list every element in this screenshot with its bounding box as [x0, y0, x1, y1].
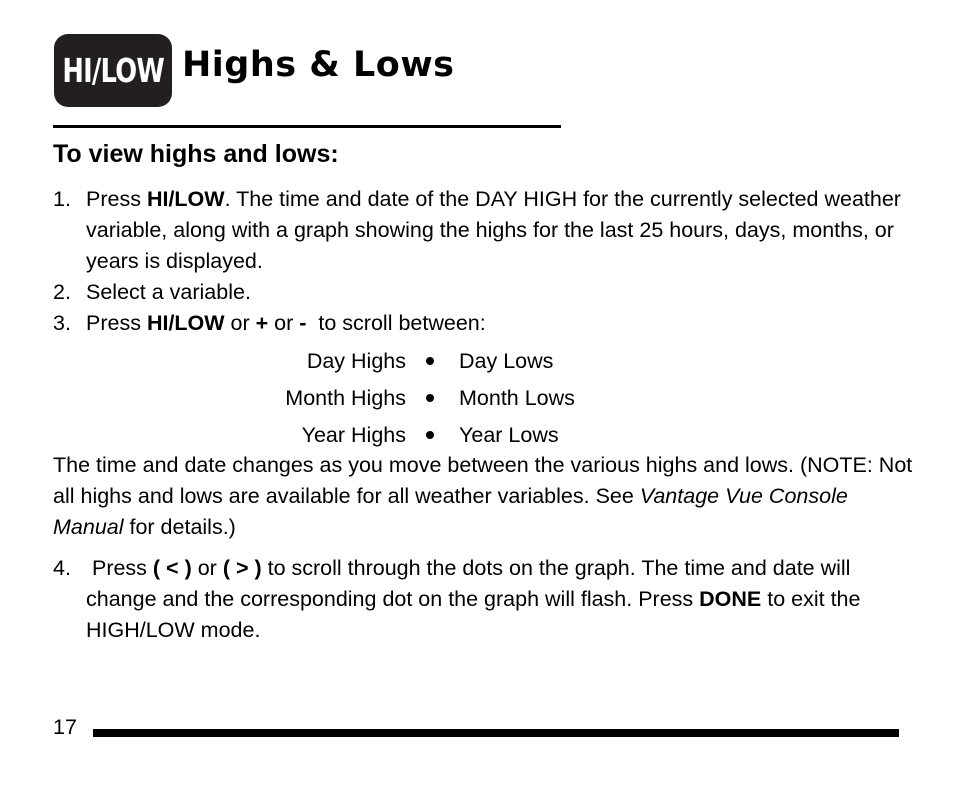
step-text: to scroll between:	[306, 311, 486, 335]
minus-key: -	[299, 311, 307, 335]
bullet-icon	[426, 431, 434, 439]
footer-rule	[93, 729, 899, 737]
note-text: for details.)	[123, 515, 236, 539]
right-arrow-key: ( > )	[222, 556, 262, 580]
step-number: 3.	[53, 311, 71, 335]
step-4	[53, 553, 913, 646]
scroll-option-row	[0, 349, 954, 379]
step-text: Press	[86, 187, 147, 211]
left-arrow-key: ( < )	[152, 556, 192, 580]
step-text: Press	[86, 556, 153, 580]
manual-title: Vantage Vue Console Manual	[53, 484, 848, 539]
step-number: 2.	[53, 280, 71, 304]
step-text: Press	[86, 311, 147, 335]
badge-label: HI/LOW	[62, 51, 164, 90]
title-divider	[53, 125, 561, 128]
step-3	[53, 308, 913, 339]
plus-key: +	[255, 311, 269, 335]
steps-list	[53, 184, 913, 339]
low-option: Year Lows	[459, 423, 559, 447]
step-2	[53, 277, 913, 308]
note-paragraph	[53, 450, 913, 543]
high-option: Day Highs	[306, 349, 406, 373]
step-text: . The time and date of the DAY HIGH for the currently selected weather variable, along with a graph showing the highs for the last 25 hours, days, months, or years is displayed.	[86, 187, 901, 273]
hi-low-key: HI/LOW	[146, 311, 225, 335]
high-option: Month Highs	[285, 386, 406, 410]
scroll-option-row	[0, 423, 954, 453]
step-text: or	[224, 311, 256, 335]
low-option: Day Lows	[459, 349, 554, 373]
bullet-icon	[426, 394, 434, 402]
note-text: The time and date changes as you move between the various highs and lows. (NOTE: Not all highs and lows are available for all weather variables. See	[53, 453, 913, 508]
step-text: or	[268, 311, 300, 335]
bullet-icon	[426, 357, 434, 365]
step-1	[53, 184, 913, 277]
hi-low-button-icon	[54, 34, 172, 107]
step-text: or	[191, 556, 223, 580]
step-number: 1.	[53, 187, 71, 211]
scroll-option-row	[0, 386, 954, 416]
high-option: Year Highs	[301, 423, 406, 447]
page-title: Highs & Lows	[182, 45, 455, 85]
hi-low-key: HI/LOW	[146, 187, 225, 211]
step-text: Select a variable.	[86, 280, 251, 304]
section-heading: To view highs and lows:	[53, 140, 339, 168]
page-number: 17	[53, 715, 77, 739]
done-key: DONE	[699, 587, 762, 611]
steps-list-continued	[53, 553, 913, 646]
low-option: Month Lows	[459, 386, 575, 410]
step-text: to scroll through the dots on the graph. The time and date will change and the corresponding dot on the graph will flash. Press	[86, 556, 851, 611]
step-text: to exit the HIGH/LOW mode.	[86, 587, 861, 642]
step-number: 4.	[53, 556, 71, 580]
